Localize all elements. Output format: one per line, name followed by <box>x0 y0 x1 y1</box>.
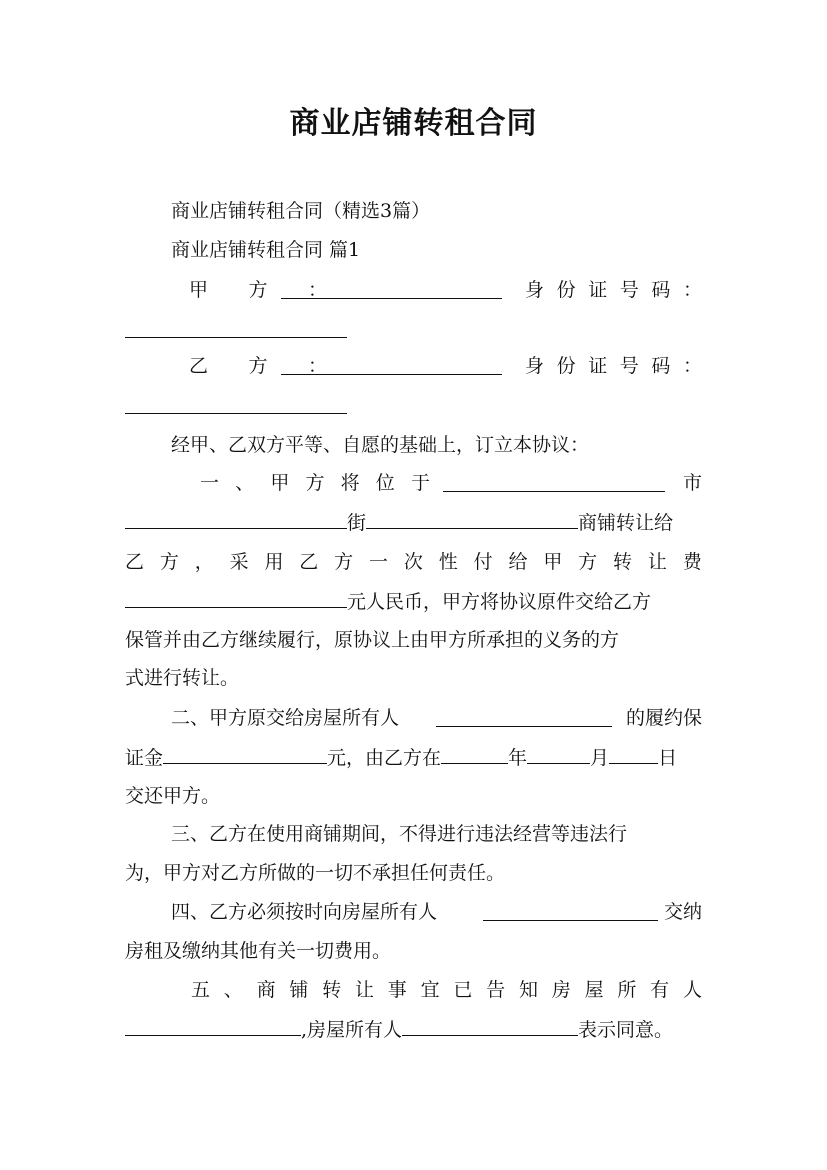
char: 方 <box>334 551 354 573</box>
party-a-id-blank <box>125 318 347 338</box>
clause-4-end: 交纳 <box>663 901 702 923</box>
clause-2-line-3: 交还甲方。 <box>125 785 221 807</box>
month-label: 月 <box>590 747 610 769</box>
day-blank <box>609 744 658 764</box>
char: ， <box>194 551 214 573</box>
subtitle: 商业店铺转租合同（精选3篇） <box>171 200 431 222</box>
char: 甲 <box>270 472 290 494</box>
char: 方 <box>159 551 179 573</box>
char: 商 <box>256 979 276 1001</box>
char: 号 <box>619 355 639 377</box>
city-blank <box>125 509 347 529</box>
rent-owner-blank <box>483 901 658 921</box>
clause-1-line-3 <box>125 549 702 575</box>
char: 方 <box>248 355 268 377</box>
transfer-text: 商铺转让给 <box>578 512 674 534</box>
char: 份 <box>556 355 576 377</box>
char: 、 <box>235 472 255 494</box>
char: 身 <box>525 355 545 377</box>
char: 证 <box>588 355 608 377</box>
deposit-label: 证金 <box>125 747 164 769</box>
clause-1-line-2 <box>125 509 702 536</box>
char: 乙 <box>125 551 145 573</box>
party-b-name-blank <box>281 355 502 375</box>
char: 知 <box>518 979 538 1001</box>
char: 、 <box>223 979 243 1001</box>
char: ： <box>307 355 327 377</box>
char: 让 <box>354 979 374 1001</box>
part-label: 商业店铺转租合同 篇1 <box>171 239 361 261</box>
char: 甲 <box>543 551 563 573</box>
clause-1-line-5: 保管并由乙方继续履行，原协议上由甲方所承担的义务的方 <box>125 629 620 651</box>
char: 身 <box>525 279 545 301</box>
char: 将 <box>340 472 360 494</box>
clause-4-line-2: 房租及缴纳其他有关一切费用。 <box>125 940 392 962</box>
char: 告 <box>486 979 506 1001</box>
intro-paragraph: 经甲、乙双方平等、自愿的基础上，订立本协议： <box>171 434 590 456</box>
notified-owner-blank <box>125 1016 301 1036</box>
street-label: 街 <box>347 512 367 534</box>
char: 让 <box>647 551 667 573</box>
char: 五 <box>191 979 211 1001</box>
char: 方 <box>248 279 268 301</box>
char: 转 <box>322 979 342 1001</box>
clause-2-end: 的履约保 <box>625 707 702 729</box>
char: 屋 <box>584 979 604 1001</box>
char: 事 <box>387 979 407 1001</box>
clause-5-lead <box>191 977 702 1003</box>
char: 性 <box>438 551 458 573</box>
char: 码 <box>651 279 671 301</box>
char: 给 <box>508 551 528 573</box>
char: ： <box>682 279 702 301</box>
char: 用 <box>264 551 284 573</box>
consent-owner-blank <box>402 1016 578 1036</box>
street-blank <box>366 509 578 529</box>
clause-2-mid: 元，由乙方在 <box>327 747 442 769</box>
char: 一 <box>369 551 389 573</box>
clause-2-start: 二、甲方原交给房屋所有人 <box>171 707 400 729</box>
char: 号 <box>619 279 639 301</box>
char: 铺 <box>289 979 309 1001</box>
char: 采 <box>229 551 249 573</box>
party-b-id-label <box>525 353 702 379</box>
party-a-name-blank <box>281 279 502 299</box>
clause-3-line-1: 三、乙方在使用商铺期间，不得进行违法经营等违法行 <box>171 823 628 845</box>
clause-2-line-2 <box>125 744 702 771</box>
char: 甲 <box>189 279 209 301</box>
char: 方 <box>578 551 598 573</box>
char: 位 <box>375 472 395 494</box>
clause-5-line-2 <box>125 1016 702 1043</box>
char: 一 <box>200 472 220 494</box>
clause-1-fee-text: 元人民币，甲方将协议原件交给乙方 <box>347 591 652 613</box>
clause-4-start: 四、乙方必须按时向房屋所有人 <box>171 901 438 923</box>
clause-1-line-6: 式进行转让。 <box>125 667 240 689</box>
char: 宜 <box>420 979 440 1001</box>
party-b-id-blank <box>125 394 347 414</box>
char: 于 <box>410 472 430 494</box>
char: 人 <box>682 979 702 1001</box>
clause-5-mid: ,房屋所有人 <box>301 1019 403 1041</box>
char: 所 <box>617 979 637 1001</box>
deposit-owner-blank <box>436 707 612 727</box>
month-blank <box>527 744 590 764</box>
char: 乙 <box>189 355 209 377</box>
fee-blank <box>125 588 347 608</box>
city-label: 市 <box>682 472 702 494</box>
char: 房 <box>551 979 571 1001</box>
party-a-id-label <box>525 277 702 303</box>
char: 已 <box>453 979 473 1001</box>
clause-5-end: 表示同意。 <box>578 1019 674 1041</box>
char: 证 <box>588 279 608 301</box>
clause-3-line-2: 为，甲方对乙方所做的一切不承担任何责任。 <box>125 862 506 884</box>
char: 有 <box>650 979 670 1001</box>
char: ： <box>307 279 327 301</box>
char: 付 <box>473 551 493 573</box>
deposit-amount-blank <box>163 744 327 764</box>
char: ： <box>682 355 702 377</box>
document-title: 商业店铺转租合同 <box>289 106 538 141</box>
year-label: 年 <box>508 747 528 769</box>
day-label: 日 <box>658 747 678 769</box>
clause-1-lead <box>200 470 430 496</box>
year-blank <box>441 744 508 764</box>
location-blank <box>443 472 665 492</box>
char: 转 <box>613 551 633 573</box>
clause-1-line-4 <box>125 588 702 615</box>
char: 方 <box>305 472 325 494</box>
char: 费 <box>682 551 702 573</box>
char: 次 <box>403 551 423 573</box>
char: 乙 <box>299 551 319 573</box>
char: 份 <box>556 279 576 301</box>
char: 码 <box>651 355 671 377</box>
